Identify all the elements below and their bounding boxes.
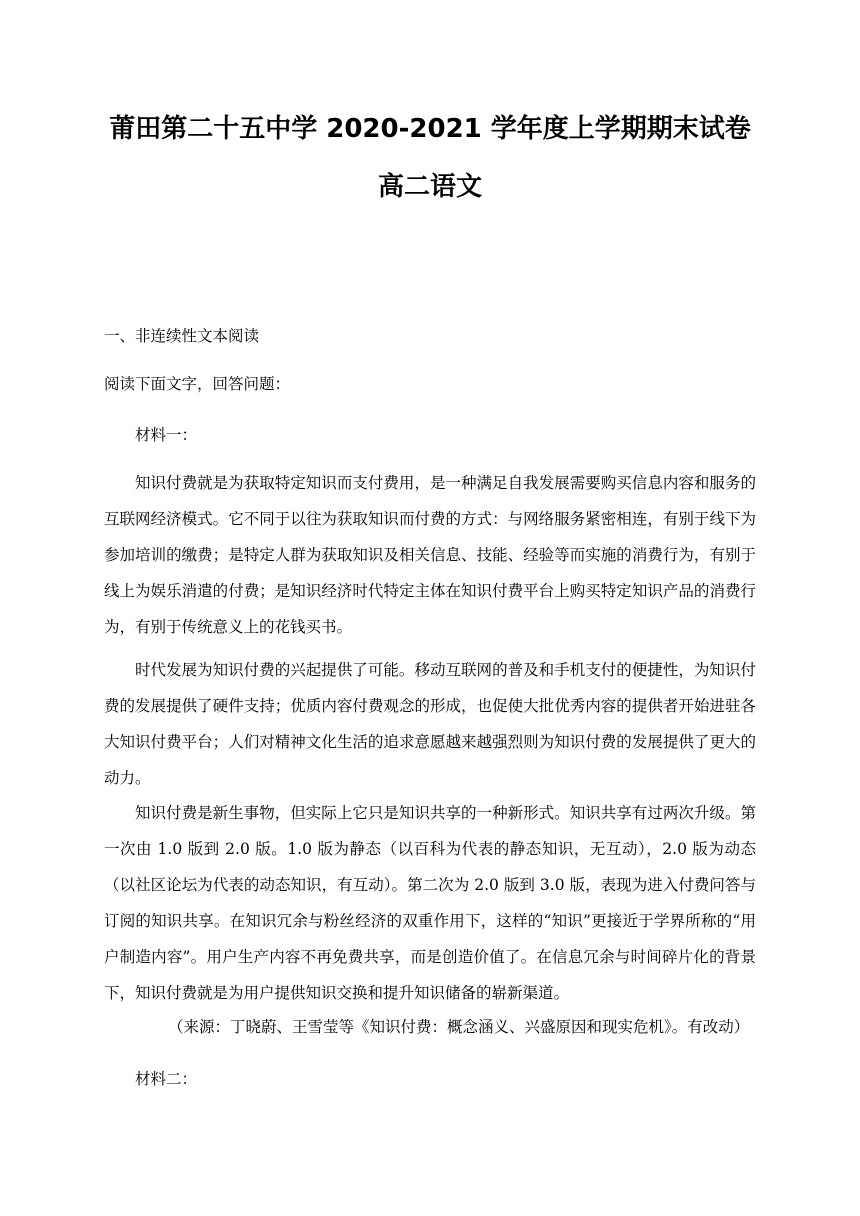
section-heading: 一、非连续性文本阅读 — [104, 327, 260, 345]
paragraph-2: 时代发展为知识付费的兴起提供了可能。移动互联网的普及和手机支付的便捷性，为知识付费的发展提供了硬件支持；优质内容付费观念的形成，也促使大批优秀内容的提供者开始进驻各大知识付费平台；人们对精神文化生活的追求意愿越来越强烈则为知识付费的发展提供了更大的动力。 — [104, 661, 756, 787]
paragraph-1: 知识付费就是为获取特定知识而支付费用，是一种满足自我发展需要购买信息内容和服务的互联网经济模式。它不同于以往为获取知识而付费的方式：与网络服务紧密相连，有别于线下为参加培训的缴费；是特定人群为获取知识及相关信息、技能、经验等而实施的消费行为，有别于线上为娱乐消遣的付费；是知识经济时代特定主体在知识付费平台上购买特定知识产品的消费行为，有别于传统意义上的花钱买书。 — [104, 474, 756, 636]
instruction-text: 阅读下面文字，回答问题： — [104, 375, 291, 393]
document-subtitle: 高二语文 — [377, 172, 482, 202]
source-citation: （来源：丁晓蔚、王雪莹等《知识付费：概念涵义、兴盛原因和现实危机》。有改动） — [168, 1018, 750, 1036]
material-one-label: 材料一： — [135, 426, 198, 444]
material-two-label: 材料二： — [135, 1070, 198, 1088]
document-title: 莆田第二十五中学 2020-2021 学年度上学期期末试卷 — [109, 114, 751, 144]
paragraph-3: 知识付费是新生事物，但实际上它只是知识共享的一种新形式。知识共享有过两次升级。第一次由 1.0 版到 2.0 版。1.0 版为静态（以百科为代表的静态知识，无互动），2.0 版为动态（以社区论坛为代表的动态知识，有互动）。第二次为 2.0 版到 3.0 版，表现为进入付费问答与订阅的知识共享。在知识冗余与粉丝经济的双重作用下，这样的“知识”更接近于学界所称的“用户制造内容”。用户生产内容不再免费共享，而是创造价值了。在信息冗余与时间碎片化的背景下，知识付费就是为用户提供知识交换和提升知识储备的崭新渠道。 — [104, 804, 756, 1002]
